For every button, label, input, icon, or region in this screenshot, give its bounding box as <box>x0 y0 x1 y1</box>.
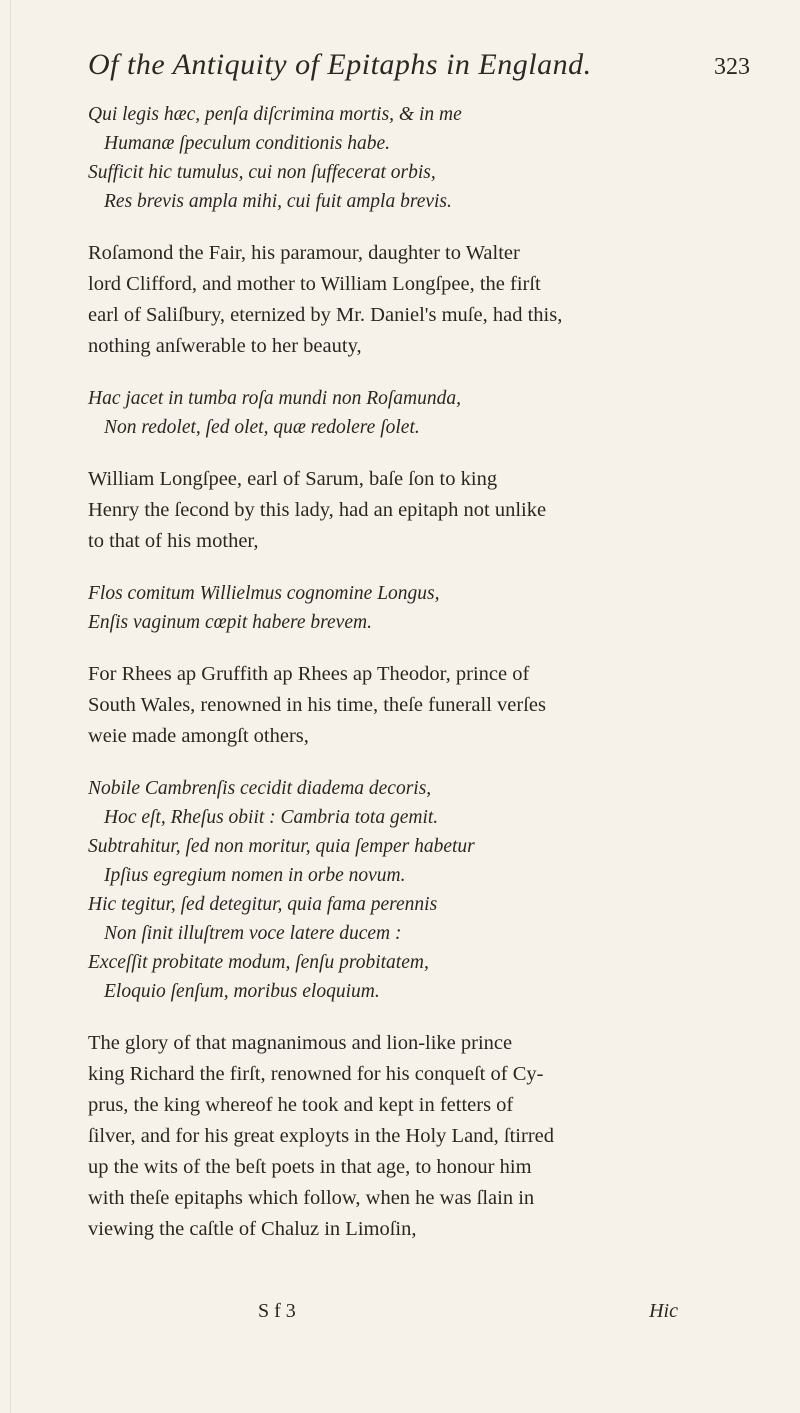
prose-line: Henry the ſecond by this lady, had an epitaph not unlike <box>88 499 547 521</box>
page-number: 323 <box>714 54 750 80</box>
prose-line: with theſe epitaphs which follow, when he was ſlain in <box>88 1187 535 1209</box>
verse-line: Subtrahitur, ſed non moritur, quia ſemper habetur <box>88 836 475 857</box>
verse-line: Qui legis hæc, penſa diſcrimina mortis, & in me <box>88 104 462 125</box>
page-body <box>88 100 698 1245</box>
verse-line: Eloquio ſenſum, moribus eloquium. <box>104 981 380 1002</box>
prose-line: lord Clifford, and mother to William Longſpee, the firſt <box>88 273 541 295</box>
page-footer <box>88 1300 678 1330</box>
prose-paragraph <box>88 238 698 362</box>
signature-mark: S f 3 <box>258 1300 296 1322</box>
prose-line: king Richard the firſt, renowned for his conqueſt of Cy- <box>88 1063 544 1085</box>
verse-line: Humanæ ſpeculum conditionis habe. <box>104 133 390 154</box>
prose-line: up the wits of the beſt poets in that age, to honour him <box>88 1156 532 1178</box>
page-gutter-line <box>10 0 11 1413</box>
prose-line: ſilver, and for his great exployts in the Holy Land, ſtirred <box>88 1125 555 1147</box>
verse-line: Hoc eſt, Rheſus obiit : Cambria tota gemit. <box>104 807 439 828</box>
verse-line: Nobile Cambrenſis cecidit diadema decoris, <box>88 778 432 799</box>
catchword: Hic <box>649 1300 678 1322</box>
running-title: Of the Antiquity of Epitaphs in England. <box>88 48 592 81</box>
latin-epitaph-verse <box>88 774 698 1006</box>
latin-epitaph-verse <box>88 579 698 637</box>
latin-epitaph-verse <box>88 384 698 442</box>
block-spacer <box>88 216 698 238</box>
prose-line: For Rhees ap Gruffith ap Rhees ap Theodor, prince of <box>88 663 530 685</box>
verse-line: Hic tegitur, ſed detegitur, quia fama perennis <box>88 894 438 915</box>
verse-line: Sufficit hic tumulus, cui non ſuffecerat orbis, <box>88 162 436 183</box>
prose-paragraph <box>88 659 698 752</box>
block-spacer <box>88 637 698 659</box>
page-header <box>88 48 750 88</box>
block-spacer <box>88 442 698 464</box>
prose-line: Roſamond the Fair, his paramour, daughter to Walter <box>88 242 520 264</box>
latin-epitaph-verse <box>88 100 698 216</box>
prose-line: viewing the caſtle of Chaluz in Limoſin, <box>88 1218 417 1240</box>
verse-line: Ipſius egregium nomen in orbe novum. <box>104 865 406 886</box>
prose-line: earl of Saliſbury, eternized by Mr. Daniel's muſe, had this, <box>88 304 563 326</box>
prose-line: to that of his mother, <box>88 530 259 552</box>
prose-line: William Longſpee, earl of Sarum, baſe ſon to king <box>88 468 498 490</box>
verse-line: Res brevis ampla mihi, cui fuit ampla brevis. <box>104 191 452 212</box>
verse-line: Non ſinit illuſtrem voce latere ducem : <box>104 923 402 944</box>
prose-paragraph <box>88 1028 698 1245</box>
block-spacer <box>88 362 698 384</box>
block-spacer <box>88 1006 698 1028</box>
prose-paragraph <box>88 464 698 557</box>
verse-line: Exceſſit probitate modum, ſenſu probitatem, <box>88 952 429 973</box>
prose-line: South Wales, renowned in his time, theſe funerall verſes <box>88 694 546 716</box>
prose-line: weie made amongſt others, <box>88 725 309 747</box>
prose-line: nothing anſwerable to her beauty, <box>88 335 362 357</box>
verse-line: Enſis vaginum cœpit habere brevem. <box>88 612 372 633</box>
block-spacer <box>88 557 698 579</box>
verse-line: Hac jacet in tumba roſa mundi non Roſamunda, <box>88 388 461 409</box>
prose-line: prus, the king whereof he took and kept in fetters of <box>88 1094 514 1116</box>
verse-line: Non redolet, ſed olet, quæ redolere ſolet. <box>104 417 420 438</box>
prose-line: The glory of that magnanimous and lion-like prince <box>88 1032 513 1054</box>
block-spacer <box>88 752 698 774</box>
verse-line: Flos comitum Willielmus cognomine Longus, <box>88 583 440 604</box>
